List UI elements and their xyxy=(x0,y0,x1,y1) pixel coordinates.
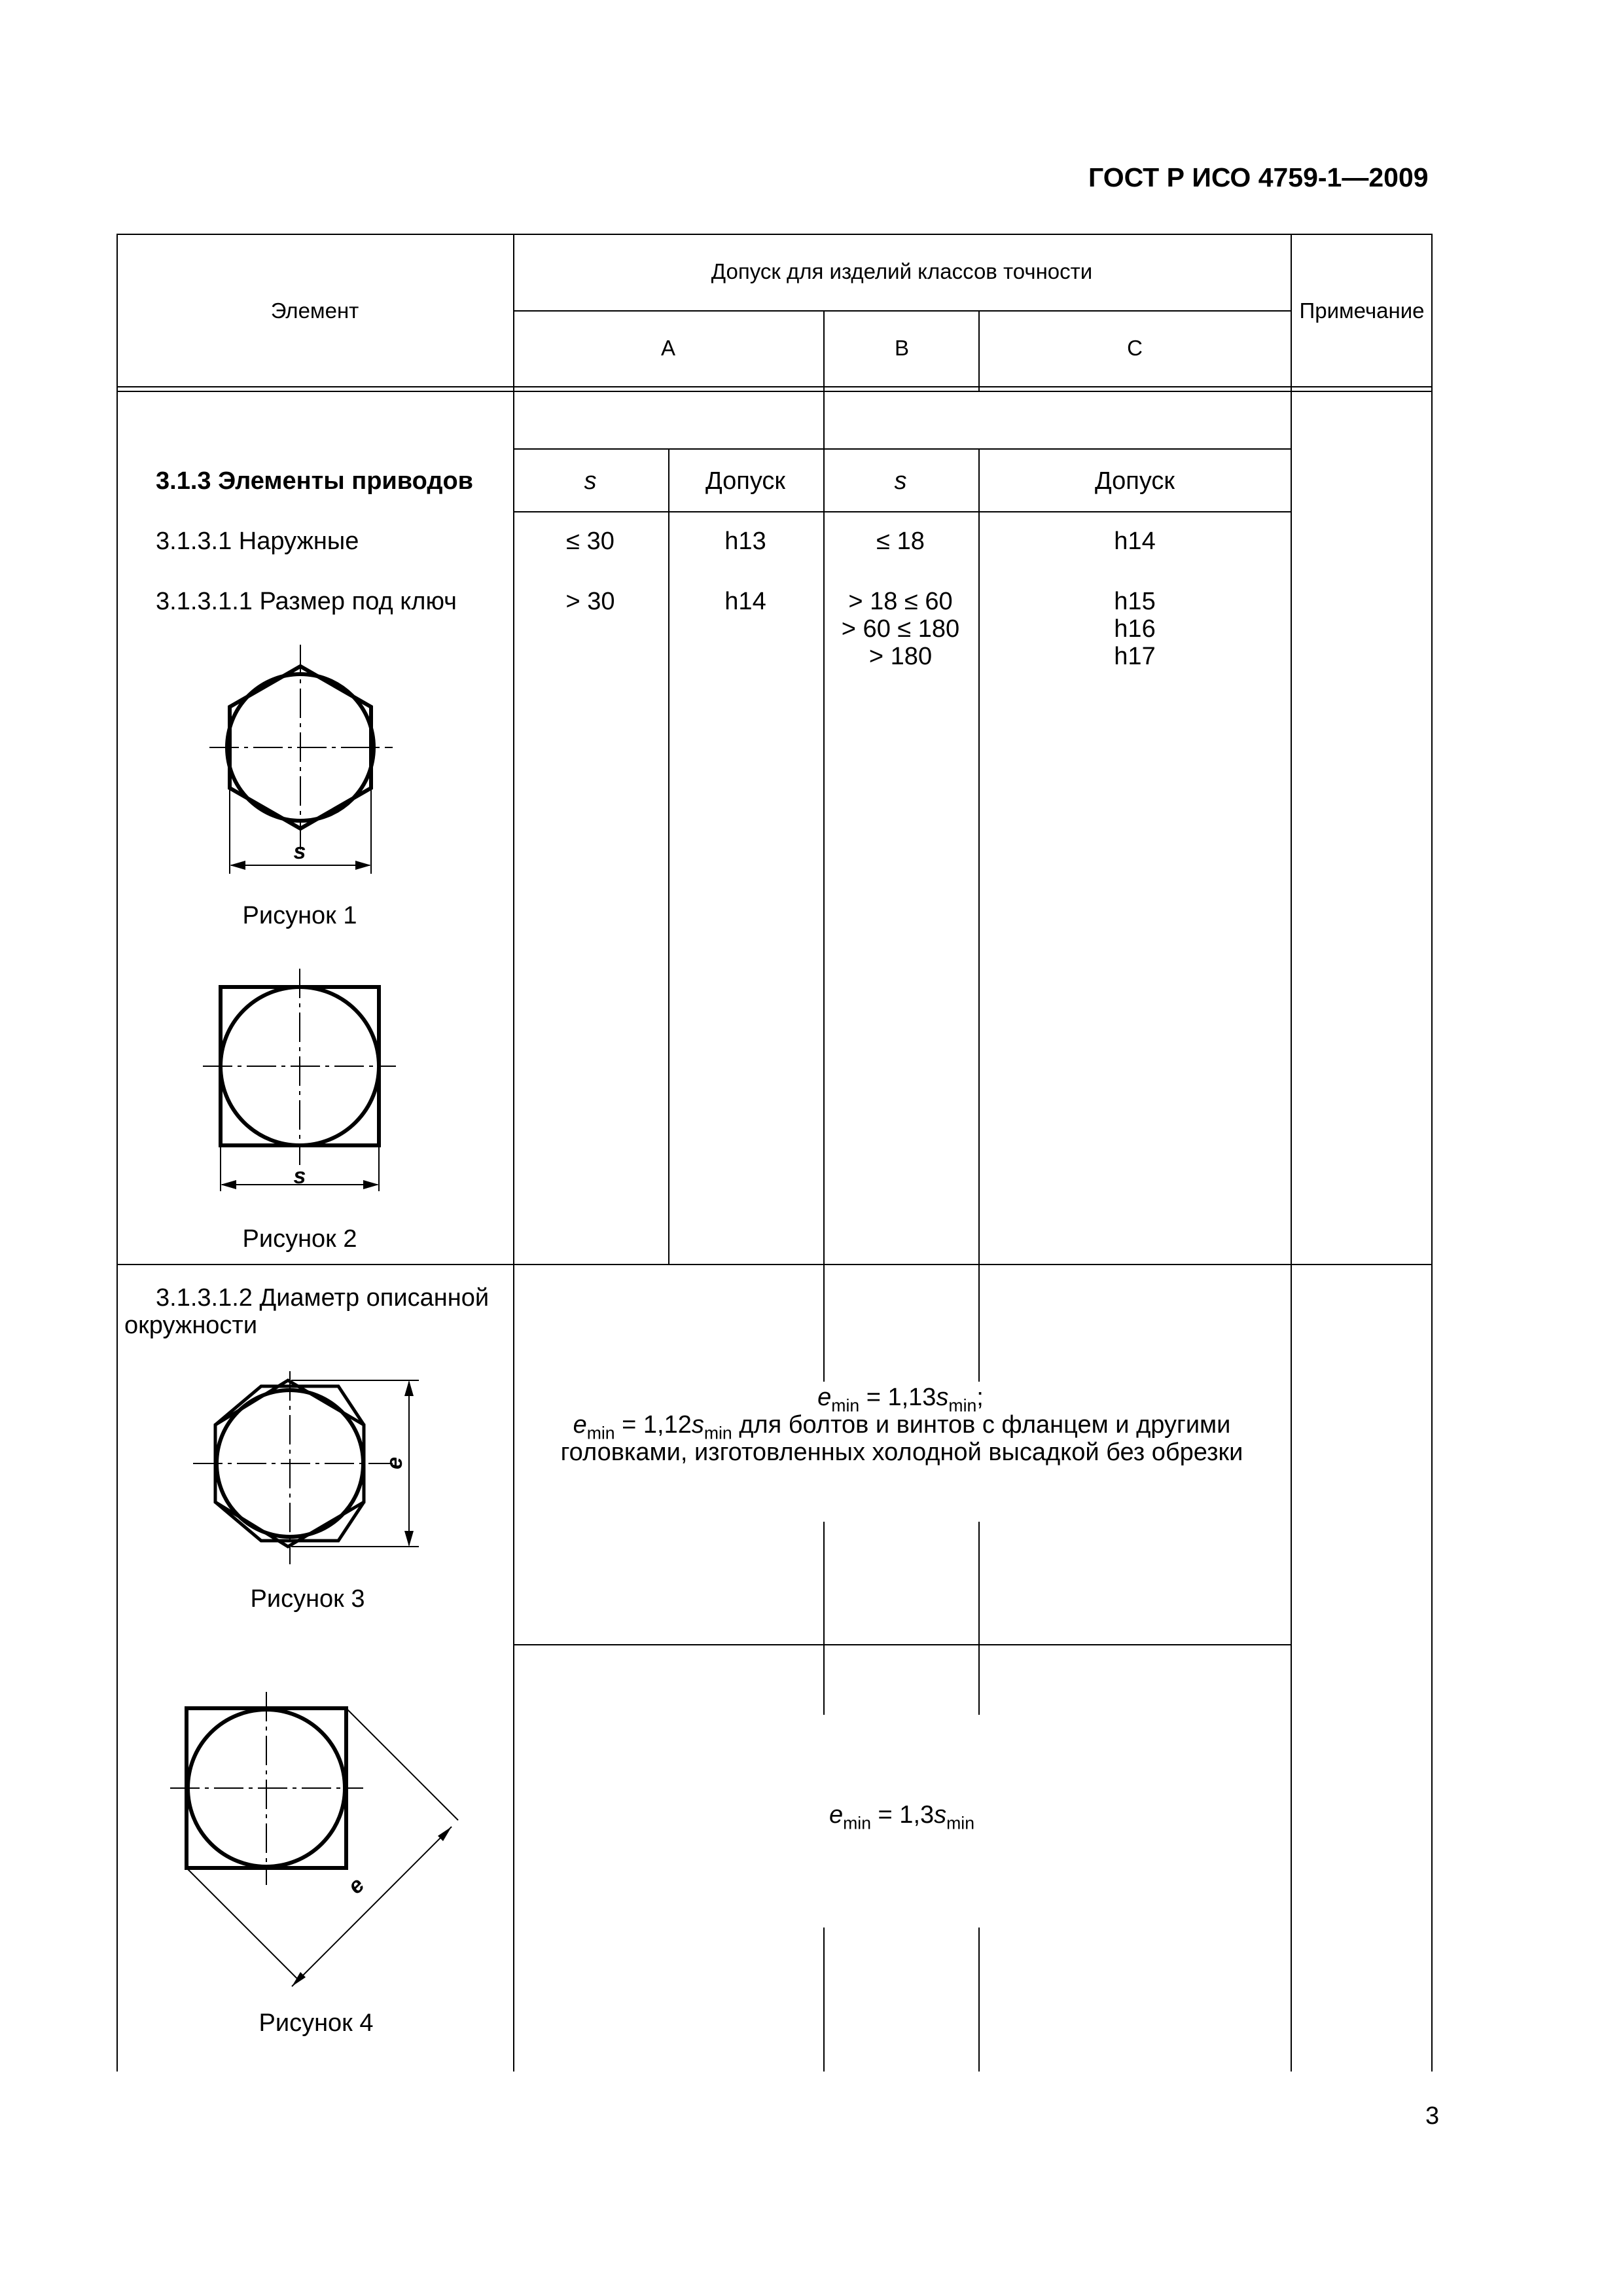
column-header-class-c: C xyxy=(1127,336,1143,360)
row1-c-tolerance: h14 xyxy=(1114,528,1156,555)
column-header-class-a: A xyxy=(660,336,676,360)
row2-b-s-2: > 60 ≤ 180 xyxy=(841,615,960,643)
formula-hex-line-2: $e_{min} = 1,12s_{min}$ для болтов и винтов с фланцем и другими xyxy=(573,1411,1231,1443)
fig3-dimension-e: e xyxy=(382,1457,407,1469)
column-header-element: Элемент xyxy=(270,298,359,323)
subheader-c-tolerance: Допуск xyxy=(1094,467,1175,495)
figure-2-caption: Рисунок 2 xyxy=(242,1225,357,1253)
row1-a-tolerance: h13 xyxy=(724,528,766,555)
item-wrench-size: 3.1.3.1.1 Размер под ключ xyxy=(156,588,457,615)
formula-square: $e_{min} = 1,3s_{min}$ xyxy=(829,1801,974,1833)
item-outer: 3.1.3.1 Наружные xyxy=(156,528,359,555)
subheader-a-s: s xyxy=(584,467,597,495)
row2-a-s: > 30 xyxy=(565,588,615,615)
row2-c-tolerance-2: h16 xyxy=(1114,615,1156,643)
figure-1-caption: Рисунок 1 xyxy=(242,902,357,929)
page-number: 3 xyxy=(1425,2102,1440,2130)
section-title: 3.1.3 Элементы приводов xyxy=(156,467,474,495)
figure-4-square-drawing xyxy=(164,1689,478,1990)
formula-hex-line-1: $e_{min} = 1,13s_{min}$; xyxy=(817,1384,984,1416)
figure-3-hexagon-drawing xyxy=(190,1368,425,1577)
row2-b-s-1: > 18 ≤ 60 xyxy=(848,588,953,615)
item-circumscribed-line-2: окружности xyxy=(124,1312,258,1339)
item-circumscribed-line-1: 3.1.3.1.2 Диаметр описанной xyxy=(156,1284,490,1312)
figure-4-caption: Рисунок 4 xyxy=(259,2009,374,2037)
row1-a-s: ≤ 30 xyxy=(566,528,615,555)
row2-a-tolerance: h14 xyxy=(724,588,766,615)
subheader-b-s: s xyxy=(894,467,907,495)
row1-b-s: ≤ 18 xyxy=(876,528,925,555)
fig2-dimension-s: s xyxy=(293,1164,306,1189)
row2-b-s-3: > 180 xyxy=(868,643,933,670)
column-header-tolerance: Допуск для изделий классов точности xyxy=(711,259,1093,283)
fig1-dimension-s: s xyxy=(293,839,306,864)
column-header-note: Примечание xyxy=(1299,298,1425,323)
fig4-dimension-e: e xyxy=(342,1873,370,1899)
row2-c-tolerance-1: h15 xyxy=(1114,588,1156,615)
figure-2-square-drawing xyxy=(196,962,406,1198)
subheader-a-tolerance: Допуск xyxy=(705,467,786,495)
document-id: ГОСТ Р ИСО 4759-1—2009 xyxy=(1088,162,1429,192)
formula-hex-line-3: головками, изготовленных холодной высадкой без обрезки xyxy=(560,1439,1243,1466)
figure-3-caption: Рисунок 3 xyxy=(250,1585,365,1613)
row2-c-tolerance-3: h17 xyxy=(1114,643,1156,670)
column-header-class-b: B xyxy=(894,336,910,360)
